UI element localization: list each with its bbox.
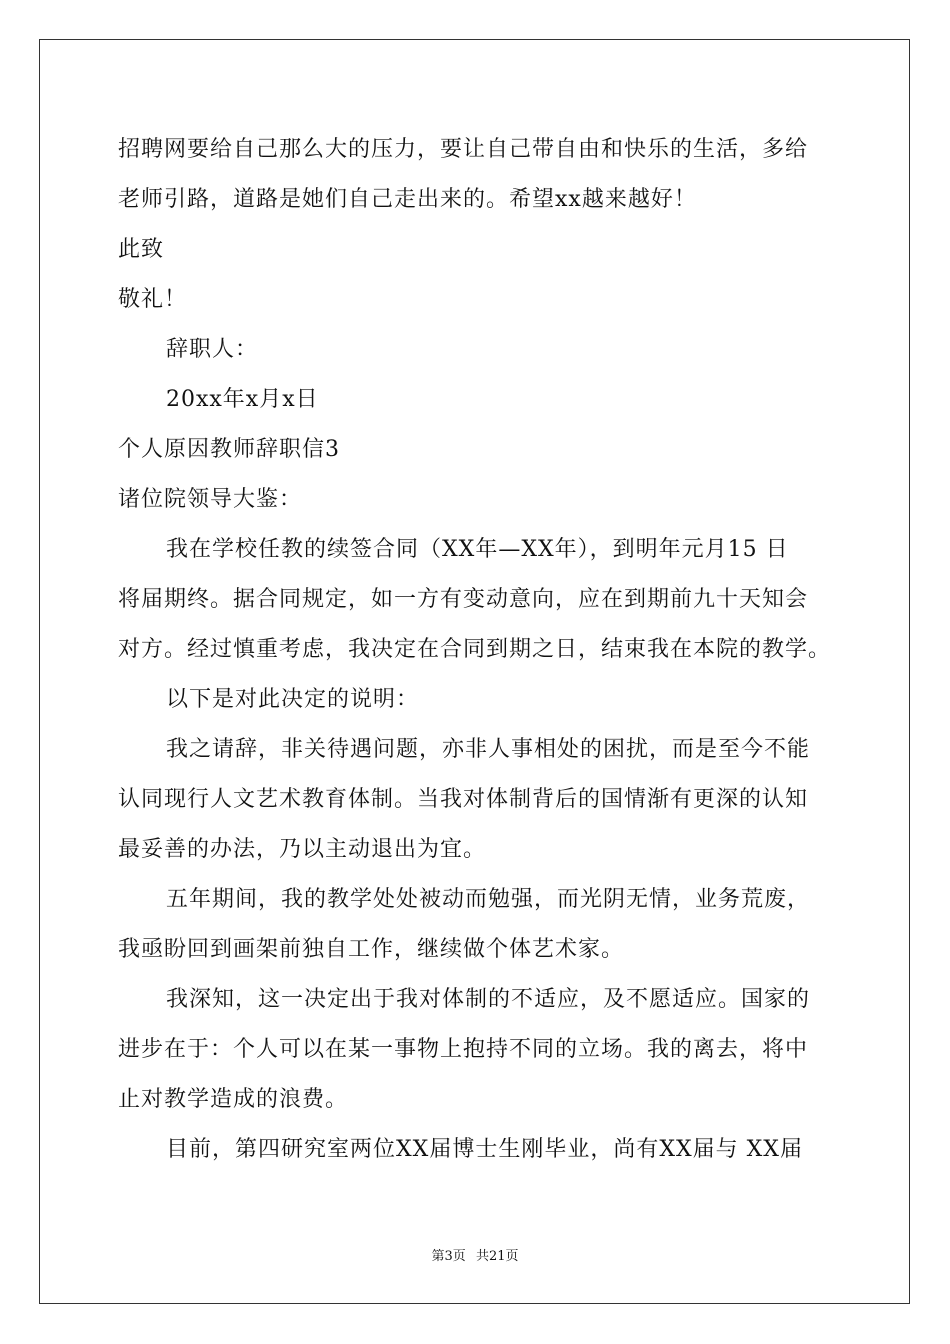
text-line: 认同现行人文艺术教育体制。当我对体制背后的国情渐有更深的认知 <box>118 787 809 812</box>
text-line: 止对教学造成的浪费。 <box>118 1087 349 1112</box>
greeting-line: 诸位院领导大鉴： <box>118 487 303 512</box>
text-line: 我在学校任教的续签合同（XX年—XX年），到明年元月15 日 <box>166 537 789 562</box>
text-line: 我之请辞，非关待遇问题，亦非人事相处的困扰，而是至今不能 <box>166 737 811 762</box>
page-number: 第3页 <box>431 1249 466 1264</box>
text-line: 进步在于：个人可以在某一事物上抱持不同的立场。我的离去，将中 <box>118 1037 809 1062</box>
salutation-line: 敬礼！ <box>118 287 188 312</box>
salutation-line: 此致 <box>118 237 165 262</box>
text-line: 老师引路，道路是她们自己走出来的。希望xx越来越好！ <box>118 187 697 212</box>
text-line: 最妥善的办法，乃以主动退出为宜。 <box>118 837 487 862</box>
page-footer <box>0 1248 950 1266</box>
signature-label: 辞职人： <box>166 337 259 362</box>
text-line: 五年期间，我的教学处处被动而勉强，而光阴无情，业务荒废， <box>166 887 811 912</box>
text-line: 我亟盼回到画架前独自工作，继续做个体艺术家。 <box>118 937 625 962</box>
page-total: 共21页 <box>475 1249 519 1264</box>
text-line: 目前，第四研究室两位XX届博士生刚毕业，尚有XX届与 XX届 <box>166 1137 803 1162</box>
date-line: 20xx年x月x日 <box>166 387 319 412</box>
text-line: 我深知，这一决定出于我对体制的不适应，及不愿适应。国家的 <box>166 987 811 1012</box>
section-title: 个人原因教师辞职信3 <box>118 437 340 462</box>
text-line: 招聘网要给自己那么大的压力，要让自己带自由和快乐的生活，多给 <box>118 137 809 162</box>
text-line: 对方。经过慎重考虑，我决定在合同到期之日，结束我在本院的教学。 <box>118 637 832 662</box>
text-line: 以下是对此决定的说明： <box>166 687 420 712</box>
text-line: 将届期终。据合同规定，如一方有变动意向，应在到期前九十天知会 <box>118 587 809 612</box>
